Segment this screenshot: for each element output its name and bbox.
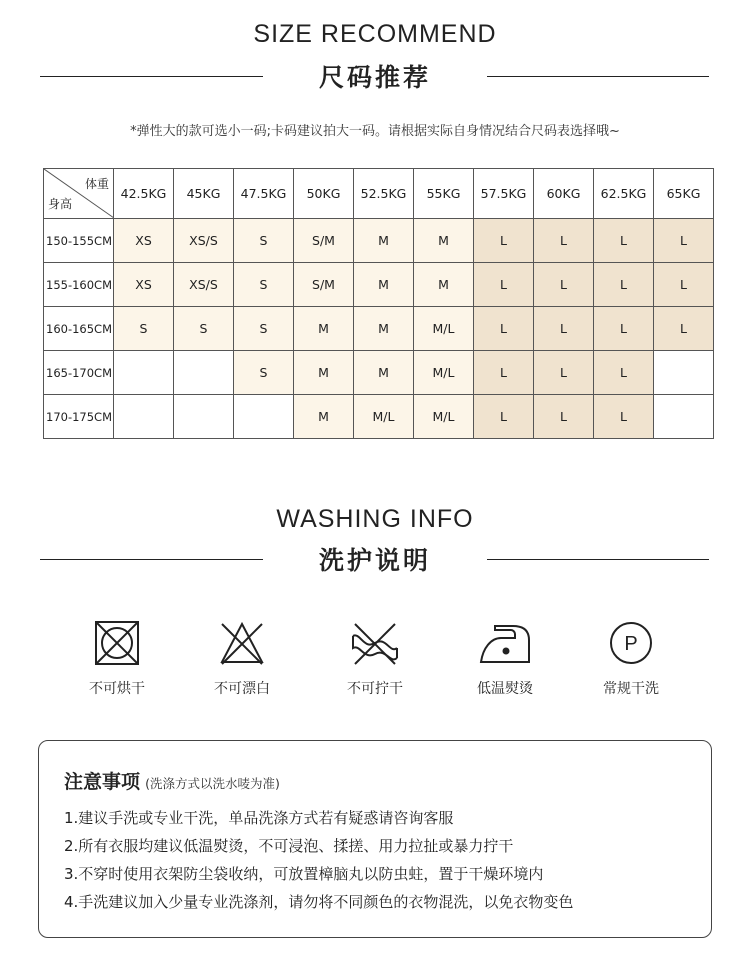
size-cell: [234, 395, 294, 439]
size-cell: M: [294, 351, 354, 395]
height-label: 160-165CM: [44, 307, 114, 351]
weight-header: 50KG: [294, 169, 354, 219]
weight-header: 47.5KG: [234, 169, 294, 219]
weight-header: 55KG: [414, 169, 474, 219]
size-cell: L: [534, 219, 594, 263]
size-cell: XS/S: [174, 263, 234, 307]
wash-label: 常规干洗: [603, 681, 659, 697]
wash-item: [460, 620, 550, 698]
size-cell: L: [474, 307, 534, 351]
size-cell: L: [534, 395, 594, 439]
table-row: [44, 395, 714, 439]
size-cell: S: [234, 307, 294, 351]
size-cell: L: [654, 263, 714, 307]
size-cell: S: [174, 307, 234, 351]
size-cell: M/L: [414, 351, 474, 395]
size-cell: L: [474, 263, 534, 307]
wash-label: 不可拧干: [347, 681, 403, 697]
svg-text:P: P: [624, 633, 638, 655]
wash-label: 低温熨烫: [477, 681, 533, 697]
washing-title-en: WASHING INFO: [276, 505, 474, 533]
size-cell: L: [654, 219, 714, 263]
notice-title: 注意事项: [64, 771, 141, 793]
table-row: [44, 219, 714, 263]
low-iron-icon: [477, 620, 533, 666]
wash-item: [586, 620, 676, 698]
weight-header: 45KG: [174, 169, 234, 219]
wash-label: 不可烘干: [89, 681, 145, 697]
divider-right: [487, 76, 709, 77]
size-cell: XS/S: [174, 219, 234, 263]
size-cell: [114, 351, 174, 395]
size-cell: [114, 395, 174, 439]
size-cell: L: [594, 351, 654, 395]
size-cell: L: [594, 219, 654, 263]
size-cell: L: [474, 395, 534, 439]
size-cell: S: [234, 263, 294, 307]
height-label: 155-160CM: [44, 263, 114, 307]
size-cell: [174, 351, 234, 395]
weight-header: 52.5KG: [354, 169, 414, 219]
table-row: [44, 263, 714, 307]
size-cell: [654, 351, 714, 395]
size-cell: [174, 395, 234, 439]
size-cell: M: [354, 307, 414, 351]
notice-item: 4.手洗建议加入少量专业洗涤剂，请勿将不同颜色的衣物混洗，以免衣物变色: [64, 893, 574, 911]
size-cell: [654, 395, 714, 439]
wash-label: 不可漂白: [214, 681, 270, 697]
size-cell: S: [234, 219, 294, 263]
no-wring-icon: [350, 620, 400, 666]
size-cell: M: [414, 263, 474, 307]
table-row: [44, 307, 714, 351]
corner-cell: [44, 169, 114, 219]
table-row: [44, 351, 714, 395]
size-cell: M: [354, 263, 414, 307]
no-tumble-dry-icon: [94, 620, 140, 666]
size-cell: L: [594, 263, 654, 307]
size-cell: XS: [114, 219, 174, 263]
size-cell: M: [354, 351, 414, 395]
wash-item: [330, 620, 420, 698]
size-cell: M/L: [414, 307, 474, 351]
height-label: 170-175CM: [44, 395, 114, 439]
height-label: 150-155CM: [44, 219, 114, 263]
notice-header: [64, 767, 280, 794]
size-cell: M: [294, 307, 354, 351]
size-cell: L: [534, 351, 594, 395]
size-cell: XS: [114, 263, 174, 307]
corner-weight-label: 体重: [84, 177, 109, 191]
wash-item: [72, 620, 162, 698]
notice-subtitle: (洗涤方式以洗水唛为准): [145, 776, 280, 791]
size-cell: L: [474, 351, 534, 395]
no-bleach-icon: [219, 620, 265, 666]
size-cell: L: [474, 219, 534, 263]
size-cell: M: [414, 219, 474, 263]
weight-header: 42.5KG: [114, 169, 174, 219]
size-cell: S/M: [294, 263, 354, 307]
size-cell: M/L: [354, 395, 414, 439]
height-label: 165-170CM: [44, 351, 114, 395]
size-table-header: [44, 169, 714, 219]
size-cell: M: [354, 219, 414, 263]
notice-box: [38, 740, 712, 938]
weight-header: 65KG: [654, 169, 714, 219]
size-cell: L: [594, 307, 654, 351]
size-note: *弹性大的款可选小一码;卡码建议拍大一码。请根据实际自身情况结合尺码表选择哦~: [130, 124, 620, 139]
weight-header: 60KG: [534, 169, 594, 219]
divider-right: [487, 559, 709, 560]
notice-item: 3.不穿时使用衣架防尘袋收纳，可放置樟脑丸以防虫蛀，置于干燥环境内: [64, 865, 544, 883]
size-cell: M/L: [414, 395, 474, 439]
size-cell: L: [534, 307, 594, 351]
corner-height-label: 身高: [48, 197, 73, 211]
size-cell: L: [594, 395, 654, 439]
size-cell: S/M: [294, 219, 354, 263]
dry-clean-p-icon: [608, 620, 654, 666]
notice-item: 2.所有衣服均建议低温熨烫，不可浸泡、揉搓、用力拉扯或暴力拧干: [64, 837, 514, 855]
size-cell: L: [534, 263, 594, 307]
washing-title-cn: 洗护说明: [318, 546, 431, 575]
size-cell: M: [294, 395, 354, 439]
size-title-en: SIZE RECOMMEND: [253, 20, 497, 48]
size-table: [43, 168, 714, 439]
size-title-cn: 尺码推荐: [318, 63, 431, 92]
wash-item: [197, 620, 287, 698]
size-cell: S: [234, 351, 294, 395]
weight-header: 57.5KG: [474, 169, 534, 219]
size-cell: S: [114, 307, 174, 351]
size-cell: L: [654, 307, 714, 351]
notice-item: 1.建议手洗或专业干洗，单品洗涤方式若有疑惑请咨询客服: [64, 809, 454, 827]
weight-header: 62.5KG: [594, 169, 654, 219]
